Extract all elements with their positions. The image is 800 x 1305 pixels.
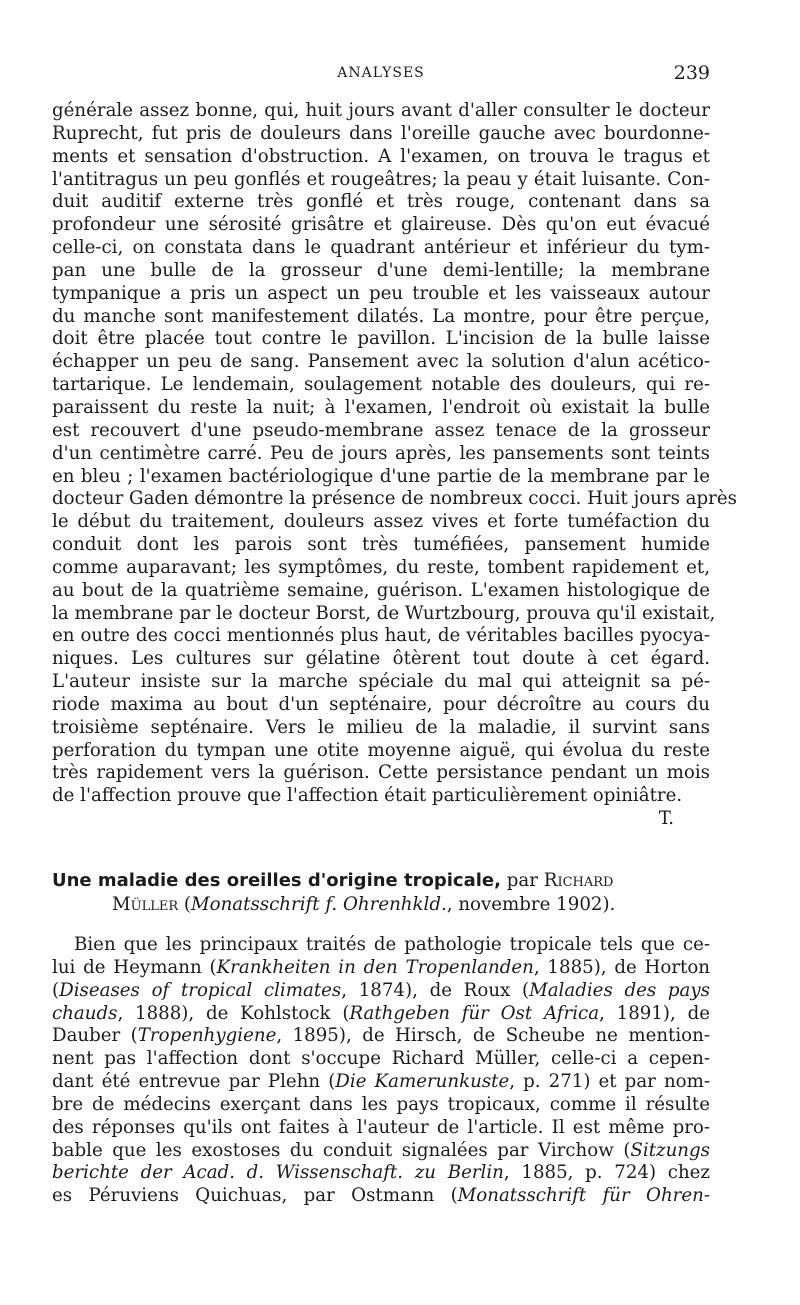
text-line: l'antitragus un peu gonflés et rougeâtres; la peau y était luisante. Con-	[52, 168, 710, 190]
text-line: comme auparavant; les symptômes, du reste, tombent rapidement et,	[52, 556, 710, 578]
text-run: , 1885), de Horton	[533, 956, 711, 978]
text-line: au bout de la quatrième semaine, guérison. L'examen histologique de	[52, 579, 710, 601]
text-line: en outre des cocci mentionnés plus haut, de véritables bacilles pyocya-	[52, 625, 710, 647]
text-line: conduit dont les parois sont très tuméfiées, pansement humide	[52, 534, 710, 556]
reviewer-signature: T.	[658, 808, 674, 830]
text-line: docteur Gaden démontre la présence de nombreux cocci. Huit jours après	[52, 488, 737, 510]
text-line: L'auteur insiste sur la marche spéciale du mal qui atteignit sa pé-	[52, 671, 710, 693]
running-title: ANALYSES	[337, 65, 425, 81]
text-line	[52, 1094, 710, 1117]
text-run: Dauber (	[52, 1025, 138, 1047]
text-run: Bien que les principaux traités de pathologie tropicale tels que ce-	[74, 934, 710, 955]
text-run: es Péruviens Quichuas, par Ostmann (	[52, 1185, 458, 1207]
text-line	[52, 1185, 710, 1208]
text-line: le début du traitement, douleurs assez vives et forte tuméfaction du	[52, 511, 710, 533]
text-line: troisième septénaire. Vers le milieu de la maladie, il survint sans	[52, 716, 710, 738]
text-line: pan une bulle de la grosseur d'une demi-lentille; la membrane	[52, 259, 710, 281]
text-line: niques. Les cultures sur gélatine ôtèrent tout doute à cet égard.	[52, 648, 710, 670]
text-line: échapper un peu de sang. Pansement avec la solution d'alun acético-	[52, 351, 710, 373]
text-line: tympanique a pris un aspect un peu trouble et les vaisseaux autour	[52, 282, 710, 304]
text-line	[52, 1025, 710, 1048]
text-run: des réponses qu'ils ont faites à l'auteur de l'article. Il est même pro-	[52, 1116, 710, 1138]
text-run: bable que les exostoses du conduit signalées par Virchow (	[52, 1139, 631, 1161]
publication-date: , novembre 1902).	[446, 894, 616, 915]
article-by: par	[506, 870, 538, 891]
italic-citation: berichte der Acad. d. Wissenschaft. zu Berlin	[52, 1162, 504, 1184]
text-run: , 1885, p. 724) chez	[503, 1162, 711, 1184]
text-line: en bleu ; l'examen bactériologique d'une partie de la membrane par le	[52, 465, 710, 487]
text-line	[52, 1071, 710, 1094]
italic-citation: Tropenhygiene	[137, 1025, 277, 1047]
italic-citation: Sitzungs	[630, 1139, 710, 1161]
page-header	[52, 62, 710, 88]
italic-citation: Krankheiten in den Tropenlanden	[216, 956, 534, 978]
paragraph-case-report	[52, 100, 737, 831]
text-run: bre de médecins exerçant dans les pays tropicaux, comme il résulte	[52, 1093, 710, 1115]
italic-citation: Rathgeben für Ost Africa	[349, 1002, 600, 1024]
text-line	[52, 1162, 710, 1185]
text-run: dant été entrevue par Plehn (	[52, 1071, 336, 1093]
text-line	[52, 980, 710, 1003]
text-line: très rapidement vers la guérison. Cette persistance pendant un mois	[52, 762, 710, 784]
text-line	[52, 1048, 710, 1071]
text-line: duit auditif externe très gonflé et très rouge, contenant dans sa	[52, 191, 710, 213]
text-line: est recouvert d'une pseudo-membrane assez tenace de la grosseur	[52, 419, 710, 441]
text-line: d'un centimètre carré. Peu de jours après, les pansements sont teints	[52, 442, 710, 464]
text-line	[52, 1003, 710, 1026]
text-line	[52, 1117, 710, 1140]
text-run: , 1895), de Hirsch, de Scheube ne mention-	[276, 1025, 710, 1047]
text-run: nent pas l'affection dont s'occupe Richard Müller, celle-ci a cepen-	[52, 1048, 710, 1070]
article-title: Une maladie des oreilles d'origine tropicale,	[52, 870, 501, 891]
text-line: paraissent du reste la nuit; à l'examen, l'endroit où existait la bulle	[52, 396, 710, 418]
text-line: la membrane par le docteur Borst, de Wurtzbourg, prouva qu'il existait,	[52, 602, 716, 624]
italic-citation: Monatsschrift für Ohren-	[457, 1185, 710, 1207]
text-line	[52, 1140, 710, 1163]
text-line: ments et sensation d'obstruction. A l'examen, on trouva le tragus et	[52, 145, 710, 167]
italic-citation: Die Kamerunkuste	[335, 1071, 510, 1093]
author-first-name: Richard	[543, 870, 614, 891]
page-number: 239	[673, 62, 710, 84]
journal-name: Monatsschrift f. Ohrenhkld.	[191, 894, 447, 915]
italic-citation: Diseases of tropical climates	[59, 979, 342, 1001]
text-line: générale assez bonne, qui, huit jours avant d'aller consulter le docteur	[52, 100, 710, 121]
text-line: perforation du tympan une otite moyenne aiguë, qui évolua du reste	[52, 739, 710, 761]
paragraph-review	[52, 934, 710, 1208]
author-last-name: Müller	[112, 894, 179, 915]
text-run: lui de Heymann (	[52, 956, 217, 978]
text-run: , p. 271) et par nom-	[509, 1071, 710, 1093]
text-run: , 1874), de Roux (	[341, 979, 530, 1001]
text-line: de l'affection prouve que l'affection était particulièrement opiniâtre.	[52, 785, 683, 807]
text-line: doit être placée tout contre le pavillon. L'incision de la bulle laisse	[52, 328, 710, 350]
text-line: du manche sont manifestement dilatés. La montre, pour être perçue,	[52, 305, 710, 327]
text-run: , 1888), de Kohlstock (	[117, 1002, 350, 1024]
text-run: (	[52, 979, 60, 1001]
text-line: tartarique. Le lendemain, soulagement notable des douleurs, qui re-	[52, 374, 710, 396]
text-line: profondeur une sérosité grisâtre et glaireuse. Dès qu'on eut évacué	[52, 214, 710, 236]
text-line: riode maxima au bout d'un septénaire, pour décroître au cours du	[52, 693, 710, 715]
text-run: , 1891), de	[599, 1002, 711, 1024]
text-line	[52, 957, 710, 980]
text-line	[52, 934, 710, 957]
italic-citation: chauds	[52, 1002, 118, 1024]
text-line: Ruprecht, fut pris de douleurs dans l'oreille gauche avec bourdonne-	[52, 122, 710, 144]
italic-citation: Maladies des pays	[529, 979, 711, 1001]
text-line: celle-ci, on constata dans le quadrant antérieur et inférieur du tym-	[52, 237, 710, 259]
article-heading: Une maladie des oreilles d'origine tropicale, par Richard Müller (Monatsschrift f. Ohrenhkld., novembre 1902).	[52, 870, 616, 915]
